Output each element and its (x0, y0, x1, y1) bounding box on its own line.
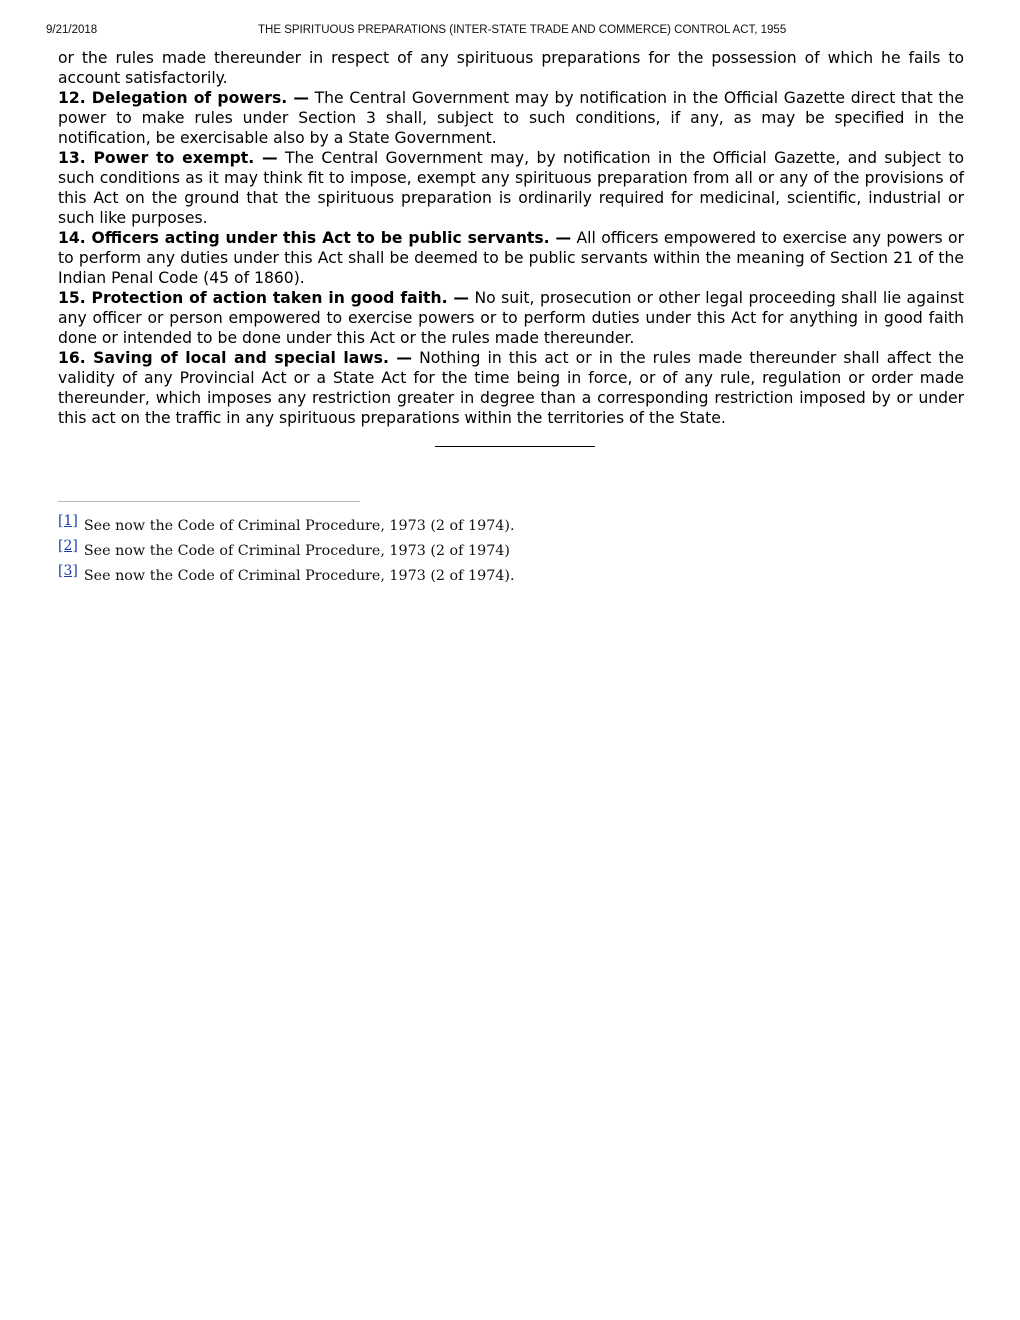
section-text: The Central Government may by notification in the Official Gazette direct that the power to make rules under Section 3 shall, subject to such conditions, if any, as may be specified in the notification, be exercisable also by a State Government. (58, 89, 964, 147)
section-text: The Central Government may, by notification in the Official Gazette, and subject to such conditions as it may think fit to impose, exempt any spirituous preparation from all or any of the provisions of this Act on the ground that the spirituous preparation is ordinarily required for medicinal, scientific, industrial or such like purposes. (58, 149, 964, 227)
footnote-text: See now the Code of Criminal Procedure, 1973 (2 of 1974). (83, 518, 515, 534)
section-15 (58, 288, 964, 348)
section-text: All officers empowered to exercise any powers or to perform any duties under this Act shall be deemed to be public servants within the meaning of Section 21 of the Indian Penal Code (45 of 1860). (58, 229, 964, 287)
footnote-text: See now the Code of Criminal Procedure, 1973 (2 of 1974). (83, 568, 515, 584)
footnote-2 (58, 539, 758, 564)
footnote-ref-link[interactable]: [3] (58, 563, 78, 579)
footnotes (58, 514, 758, 589)
document-title: THE SPIRITUOUS PREPARATIONS (INTER-STATE TRADE AND COMMERCE) CONTROL ACT, 1955 (258, 24, 787, 36)
section-text: No suit, prosecution or other legal proceeding shall lie against any officer or person empowered to exercise powers or to perform duties under this Act for anything in good faith done or intended to be done under this Act or the rules made thereunder. (58, 289, 964, 347)
footnote-divider (58, 501, 360, 502)
section-heading: 16. Saving of local and special laws. — (58, 349, 413, 367)
footnote-1 (58, 514, 758, 539)
end-of-text-divider (435, 446, 595, 447)
section-text: Nothing in this act or in the rules made thereunder shall affect the validity of any Provincial Act or a State Act for the time being in force, or of any rule, regulation or order made thereunder, which imposes any restriction greater in degree than a corresponding restriction imposed by or under this act on the traffic in any spirituous preparations within the territories of the State. (58, 349, 964, 427)
footnote-ref-link[interactable]: [2] (58, 538, 78, 554)
section-heading: 13. Power to exempt. — (58, 149, 278, 167)
section-heading: 15. Protection of action taken in good faith. — (58, 289, 470, 307)
footnote-3 (58, 564, 758, 589)
section-14 (58, 228, 964, 288)
section-12 (58, 88, 964, 148)
continuation-paragraph: or the rules made thereunder in respect of any spirituous preparations for the possession of which he fails to account satisfactorily. (58, 49, 964, 87)
section-16 (58, 348, 964, 428)
footnote-text: See now the Code of Criminal Procedure, 1973 (2 of 1974) (83, 543, 510, 559)
print-date: 9/21/2018 (46, 24, 98, 36)
section-heading: 12. Delegation of powers. — (58, 89, 309, 107)
section-13 (58, 148, 964, 228)
act-body (58, 48, 964, 428)
print-header (46, 24, 974, 40)
footnote-ref-link[interactable]: [1] (58, 513, 78, 529)
section-heading: 14. Officers acting under this Act to be public servants. — (58, 229, 572, 247)
